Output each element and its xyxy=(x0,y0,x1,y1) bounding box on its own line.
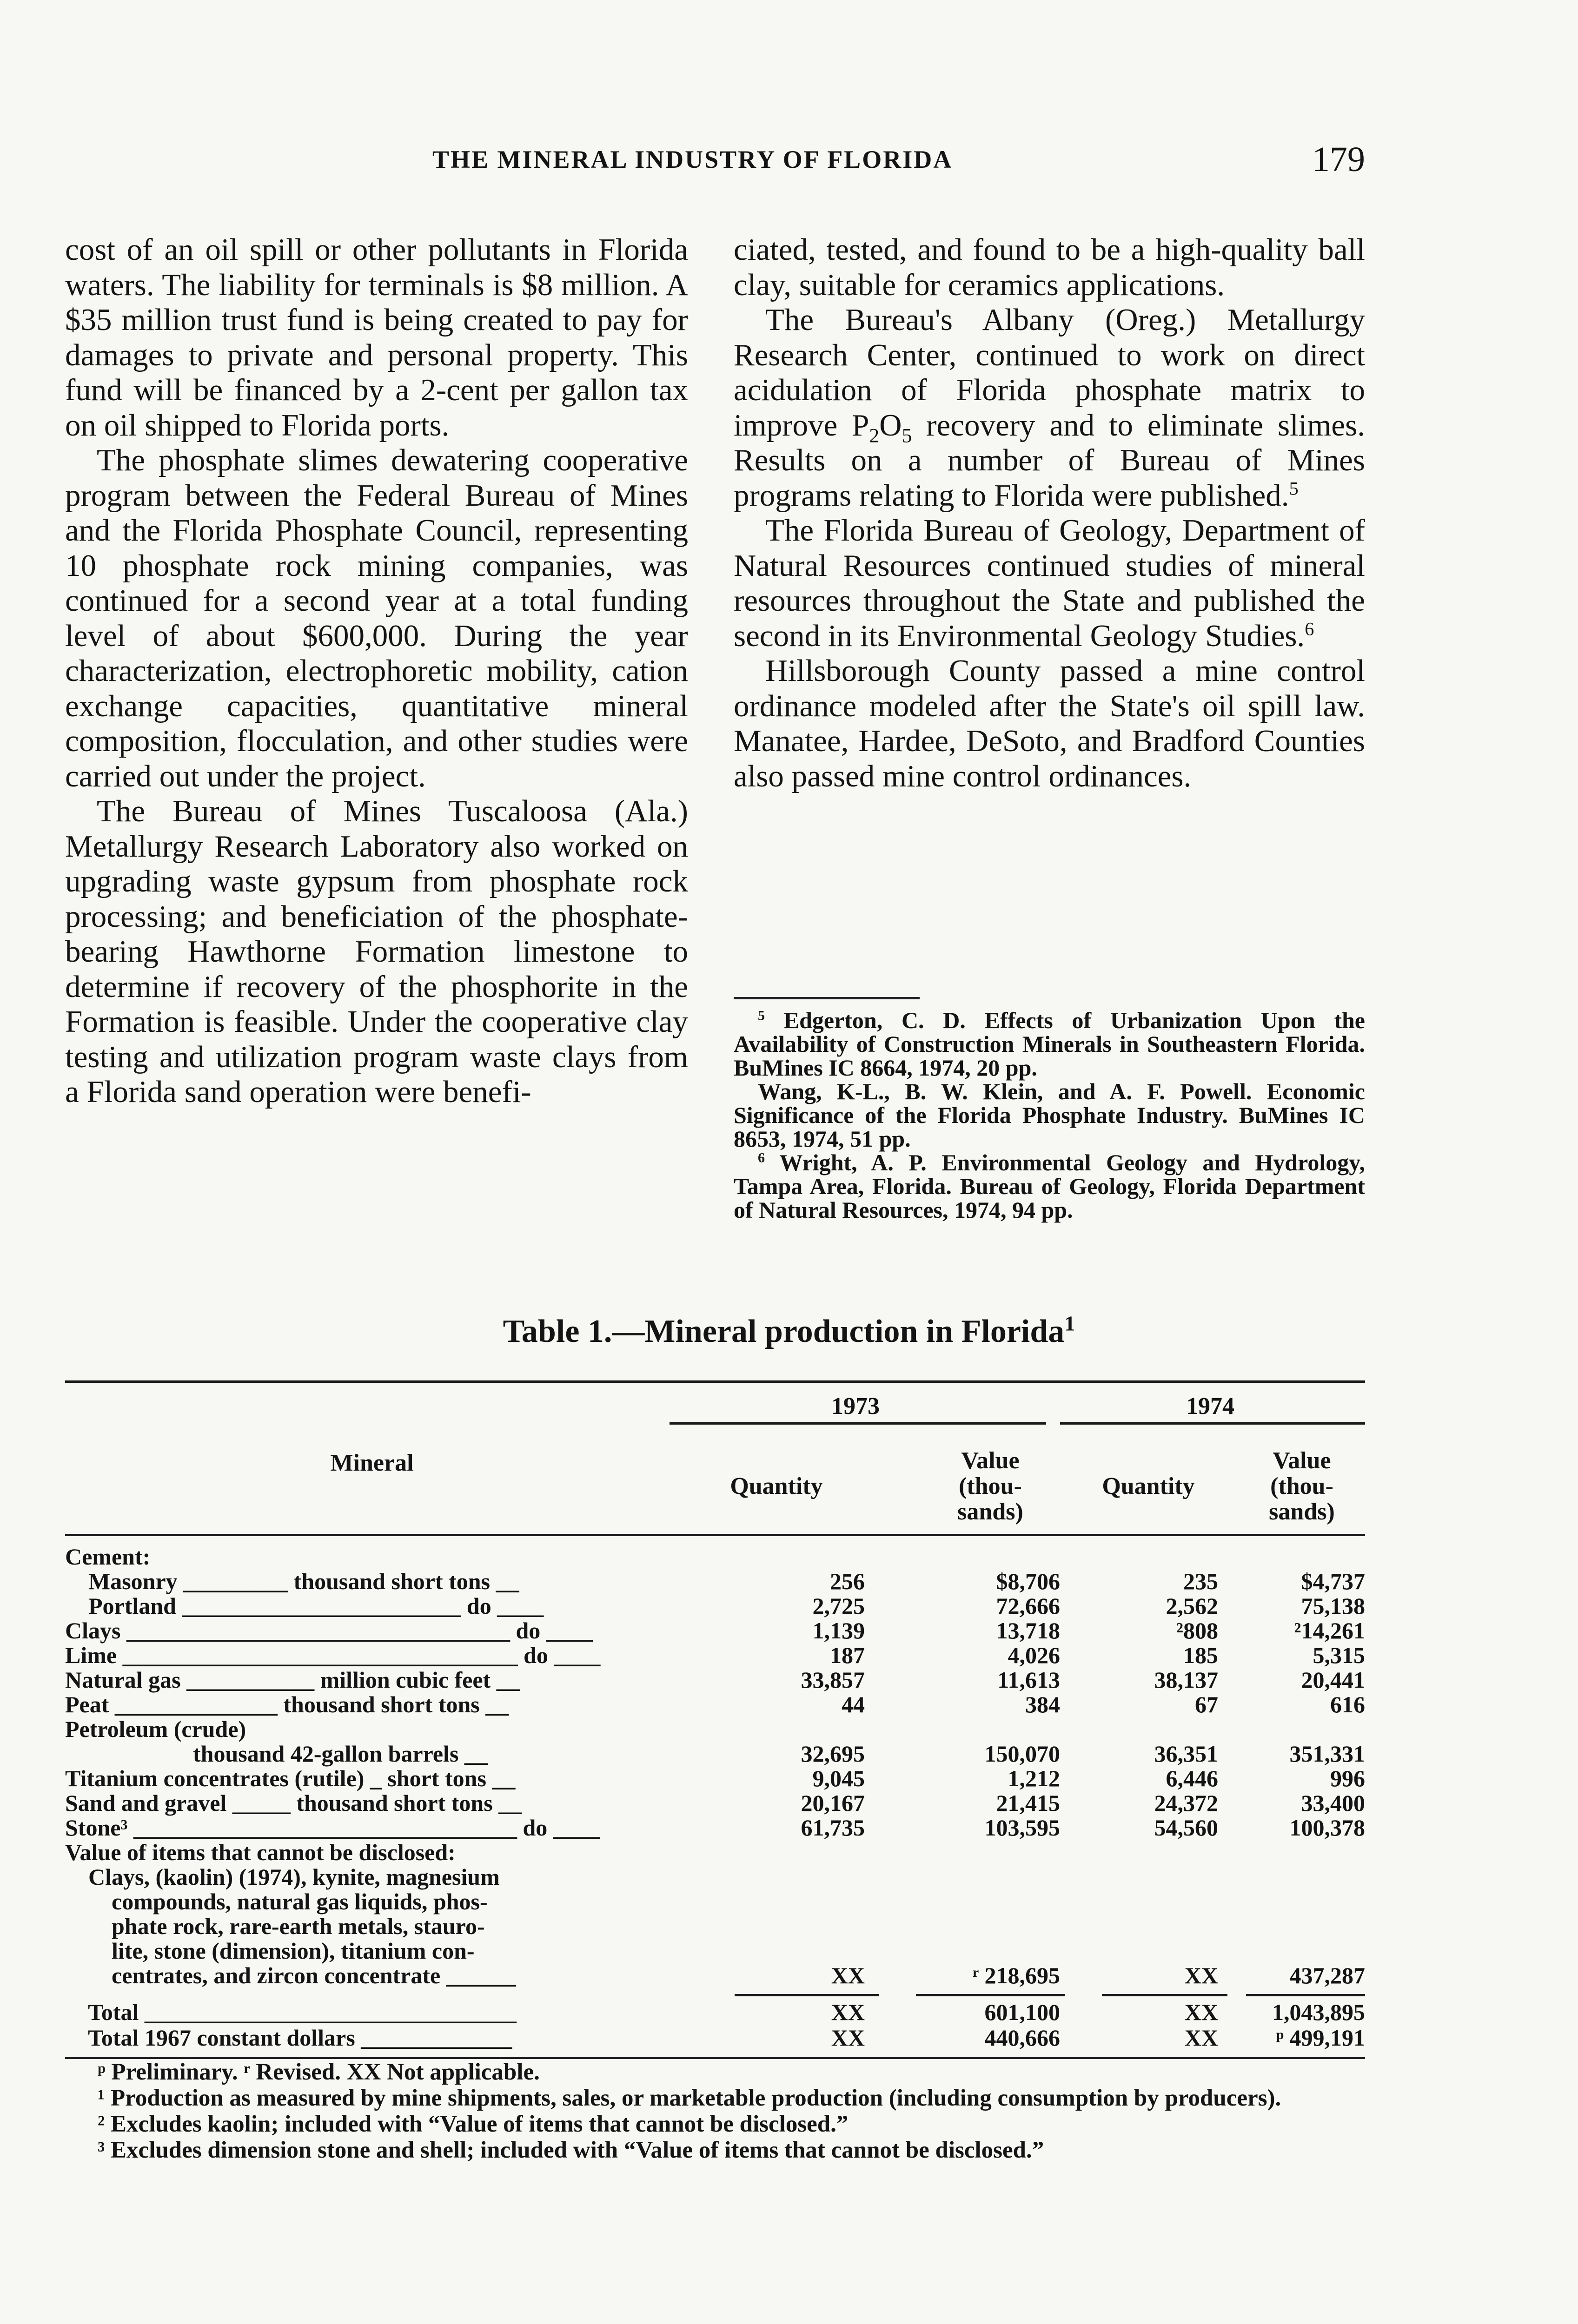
quantity-1974: 38,137 xyxy=(1154,1667,1218,1693)
quantity-1974: 185 xyxy=(1183,1642,1218,1668)
quantity-1974: XX xyxy=(1184,1962,1218,1988)
quantity-header: Quantity xyxy=(730,1473,823,1499)
value-1973: 72,666 xyxy=(996,1593,1060,1619)
quantity-1973: 9,045 xyxy=(812,1765,865,1791)
table-row xyxy=(65,1568,1365,1595)
quantity-1973: 20,167 xyxy=(801,1790,865,1816)
row-label: Clays, (kaolin) (1974), kynite, magnesium xyxy=(65,1864,500,1890)
row-label: Total 1967 constant dollars _____________ xyxy=(65,2025,512,2051)
table-row xyxy=(65,1839,1365,1866)
table-row xyxy=(65,1789,1365,1816)
quantity-1973: XX xyxy=(831,1999,865,2025)
value-1973: 4,026 xyxy=(1008,1642,1060,1668)
year-1974: 1974 xyxy=(1186,1393,1234,1419)
value-1974: 437,287 xyxy=(1289,1962,1365,1988)
quantity-1974: 235 xyxy=(1183,1568,1218,1594)
row-label: Titanium concentrates (rutile) _ short tons __ xyxy=(65,1765,516,1791)
year-rule xyxy=(670,1422,1046,1425)
table-row xyxy=(65,1999,1365,2026)
value-1974: 351,331 xyxy=(1289,1741,1365,1767)
table-row xyxy=(65,1592,1365,1619)
value-1973: 21,415 xyxy=(996,1790,1060,1816)
row-label: Value of items that cannot be disclosed: xyxy=(65,1839,456,1865)
value-1973: $8,706 xyxy=(996,1568,1060,1594)
table-title-ref: 1 xyxy=(1064,1311,1075,1335)
row-label: Lime __________________________________ do ____ xyxy=(65,1642,601,1668)
sum-rule xyxy=(916,1994,1065,1996)
value-1973: 601,100 xyxy=(984,1999,1060,2025)
table-row xyxy=(65,1666,1365,1693)
table-top-rule xyxy=(65,1380,1365,1383)
footnote-ref: 5 xyxy=(1289,478,1299,499)
quantity-1973: 32,695 xyxy=(801,1741,865,1767)
value-1973: 384 xyxy=(1025,1691,1060,1717)
row-label: Masonry _________ thousand short tons __ xyxy=(65,1568,519,1594)
sum-rule xyxy=(1246,1994,1365,1996)
value-1974: 1,043,895 xyxy=(1272,1999,1365,2025)
row-label: Sand and gravel _____ thousand short tons __ xyxy=(65,1790,522,1816)
quantity-1973: 187 xyxy=(830,1642,865,1668)
quantity-1973: XX xyxy=(831,2025,865,2051)
value-1974: 616 xyxy=(1330,1691,1365,1717)
quantity-1974: XX xyxy=(1184,2025,1218,2051)
paragraph: The Florida Bureau of Geology, Department of Natural Resources continued studies of mineral resources throughout the State and published the second in its Environmental Geology Studies.$^6$ xyxy=(734,513,1365,653)
table-row xyxy=(65,1740,1365,1767)
table-row xyxy=(65,1863,1365,1890)
value-1974: 75,138 xyxy=(1301,1593,1365,1619)
subscript: 5 xyxy=(902,424,912,447)
table-legend: ᵖ Preliminary. ʳ Revised. XX Not applicable. xyxy=(98,2059,540,2085)
table-row xyxy=(65,1937,1365,1964)
value-1974: ᵖ 499,191 xyxy=(1276,2025,1365,2051)
table-row xyxy=(65,1617,1365,1644)
quantity-1973: 1,139 xyxy=(812,1618,865,1644)
year-1973: 1973 xyxy=(831,1393,880,1419)
paragraph: The Bureau's Albany (Oreg.) Metallurgy Research Center, continued to work on direct acidulation of Florida phosphate matrix to improve $P_2O_5$ recovery and to eliminate slimes. Results on a number of Bureau of Mines programs relating to Florida were published.$^5$ xyxy=(734,303,1365,513)
mineral-header: Mineral xyxy=(330,1450,414,1476)
value-1973: 150,070 xyxy=(984,1741,1060,1767)
table-row xyxy=(65,1691,1365,1718)
row-label: Stone³ _________________________________ do ____ xyxy=(65,1815,600,1841)
paragraph: The phosphate slimes dewatering cooperative program between the Federal Bureau of Mines and the Florida Phosphate Council, representing 10 phosphate rock mining companies, was continued for a second year at a total funding level of about $600,000. During the year characterization, electrophoretic mobility, cation exchange capacities, quantitative mineral composition, flocculation, and other studies were carried out under the project. xyxy=(65,443,688,793)
value-1974: 100,378 xyxy=(1289,1815,1365,1841)
value-1974: 20,441 xyxy=(1301,1667,1365,1693)
quantity-1974: 67 xyxy=(1195,1691,1218,1717)
footnotes xyxy=(734,1009,1365,1222)
value-1974: 5,315 xyxy=(1313,1642,1365,1668)
right-column xyxy=(734,232,1365,794)
footnote: Wang, K-L., B. W. Klein, and A. F. Powell. Economic Significance of the Florida Phosphate Industry. BuMines IC 8653, 1974, 51 pp. xyxy=(734,1078,1365,1152)
value-header: Value (thou- sands) xyxy=(957,1447,1023,1525)
table-row xyxy=(65,1888,1365,1915)
value-1974: 996 xyxy=(1330,1765,1365,1791)
value-1974: 33,400 xyxy=(1301,1790,1365,1816)
mineral-production-table xyxy=(65,1380,1365,2054)
quantity-1974: 2,562 xyxy=(1166,1593,1218,1619)
row-label: Portland ________________________ do ____ xyxy=(65,1593,544,1619)
value-1973: 11,613 xyxy=(997,1667,1060,1693)
row-label: Petroleum (crude) xyxy=(65,1716,246,1742)
table-row xyxy=(65,2024,1365,2051)
value-1973: ʳ 218,695 xyxy=(973,1962,1060,1988)
value-1974: ²14,261 xyxy=(1294,1618,1365,1644)
table-note-3: ³ Excludes dimension stone and shell; included with “Value of items that cannot be disclosed.” xyxy=(98,2137,1044,2163)
value-1974: $4,737 xyxy=(1301,1568,1365,1594)
value-1973: 13,718 xyxy=(996,1618,1060,1644)
running-title: THE MINERAL INDUSTRY OF FLORIDA xyxy=(432,145,953,173)
page-header xyxy=(0,139,1578,181)
quantity-1974: XX xyxy=(1184,1999,1218,2025)
quantity-1974: 36,351 xyxy=(1154,1741,1218,1767)
footnote: $^6$ Wright, A. P. Environmental Geology and Hydrology, Tampa Area, Florida. Bureau of Geology, Florida Department of Natural Resources, 1974, 94 pp. xyxy=(734,1149,1365,1223)
table-row xyxy=(65,1765,1365,1792)
table-title-text: Table 1.—Mineral production in Florida xyxy=(503,1314,1065,1349)
table-note-1: ¹ Production as measured by mine shipments, sales, or marketable production (including consumption by producers). xyxy=(98,2085,1281,2111)
row-label: thousand 42-gallon barrels __ xyxy=(65,1741,488,1767)
paragraph: ciated, tested, and found to be a high-quality ball clay, suitable for ceramics applications. xyxy=(734,232,1365,302)
table-row xyxy=(65,1716,1365,1743)
value-1973: 1,212 xyxy=(1008,1765,1060,1791)
value-header: Value (thou- sands) xyxy=(1269,1447,1335,1525)
quantity-1974: 24,372 xyxy=(1154,1790,1218,1816)
row-label: Peat ______________ thousand short tons __ xyxy=(65,1691,509,1717)
quantity-header: Quantity xyxy=(1102,1473,1195,1499)
quantity-1973: 2,725 xyxy=(812,1593,865,1619)
table-row xyxy=(65,1543,1365,1570)
row-label: phate rock, rare-earth metals, stauro- xyxy=(65,1913,485,1939)
row-label: Natural gas ___________ million cubic feet __ xyxy=(65,1667,520,1693)
row-label: centrates, and zircon concentrate ______ xyxy=(65,1962,516,1988)
footnote: $^5$ Edgerton, C. D. Effects of Urbanization Upon the Availability of Construction Minerals in Southeastern Florida. BuMines IC 8664, 1974, 20 pp. xyxy=(734,1007,1365,1081)
quantity-1973: 44 xyxy=(842,1691,865,1717)
table-row xyxy=(65,1642,1365,1669)
page-number: 179 xyxy=(1312,140,1365,179)
quantity-1974: ²808 xyxy=(1176,1618,1218,1644)
quantity-1973: 61,735 xyxy=(801,1815,865,1841)
table-title xyxy=(0,1313,1578,1350)
table-note-2: ² Excludes kaolin; included with “Value of items that cannot be disclosed.” xyxy=(98,2111,849,2137)
subscript: 2 xyxy=(869,424,880,447)
table-notes xyxy=(65,2059,1365,2163)
sum-rule xyxy=(1102,1994,1227,1996)
row-label: Clays _________________________________ do ____ xyxy=(65,1618,593,1644)
paragraph: cost of an oil spill or other pollutants in Florida waters. The liability for terminals is $8 million. A $35 million trust fund is being created to pay for damages to private and personal property. This fund will be financed by a 2-cent per gallon tax on oil shipped to Florida ports. xyxy=(65,232,688,442)
table-row xyxy=(65,1962,1365,1989)
left-column xyxy=(65,232,688,1110)
paragraph: The Bureau of Mines Tuscaloosa (Ala.) Metallurgy Research Laboratory also worked on upgrading waste gypsum from phosphate rock processing; and beneficiation of the phosphate-bearing Hawthorne Formation limestone to determine if recovery of the phosphorite in the Formation is feasible. Under the cooperative clay testing and utilization program waste clays from a Florida sand operation were benefi- xyxy=(65,794,688,1109)
footnote-ref: 6 xyxy=(1305,618,1314,640)
year-rule xyxy=(1060,1422,1365,1425)
paragraph: Hillsborough County passed a mine control ordinance modeled after the State's oil spill law. Manatee, Hardee, DeSoto, and Bradford Counties also passed mine control ordinances. xyxy=(734,654,1365,793)
sum-rule xyxy=(735,1994,879,1996)
value-1973: 103,595 xyxy=(984,1815,1060,1841)
row-label: compounds, natural gas liquids, phos- xyxy=(65,1888,488,1915)
header-bottom-rule xyxy=(65,1534,1365,1536)
table-row xyxy=(65,1814,1365,1841)
quantity-1974: 54,560 xyxy=(1154,1815,1218,1841)
value-1973: 440,666 xyxy=(984,2025,1060,2051)
quantity-1974: 6,446 xyxy=(1166,1765,1218,1791)
footnote-rule xyxy=(734,997,920,999)
quantity-1973: XX xyxy=(831,1962,865,1988)
row-label: Total ________________________________ xyxy=(65,1999,517,2025)
quantity-1973: 33,857 xyxy=(801,1667,865,1693)
row-label: Cement: xyxy=(65,1544,151,1570)
quantity-1973: 256 xyxy=(830,1568,865,1594)
row-label: lite, stone (dimension), titanium con- xyxy=(65,1938,475,1964)
table-row xyxy=(65,1913,1365,1940)
